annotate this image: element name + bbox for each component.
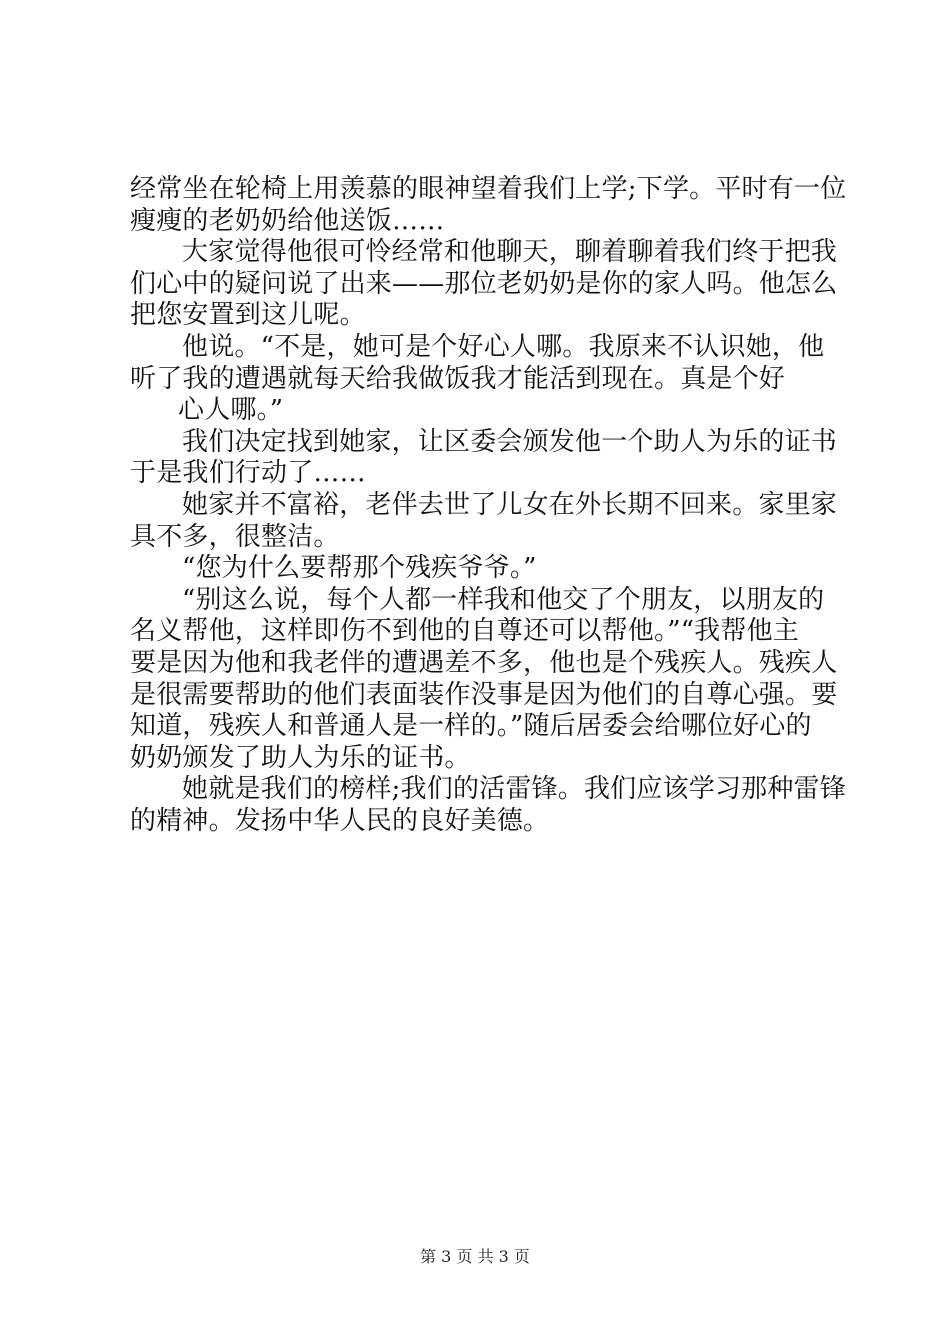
text-line: 她就是我们的榜样;我们的活雷锋。我们应该学习那种雷锋 [182,774,846,805]
text-line: 大家觉得他很可怜经常和他聊天，聊着聊着我们终于把我 [182,237,838,268]
text-line: 是很需要帮助的他们表面装作没事是因为他们的自尊心强。要 [130,679,838,710]
text-line: “别这么说，每个人都一样我和他交了个朋友，以朋友的 [182,584,825,615]
text-line: 的精神。发扬中华人民的良好美德。 [130,805,550,836]
text-line: 我们决定找到她家，让区委会颁发他一个助人为乐的证书 [182,426,838,457]
page-number-footer: 第 3 页 共 3 页 [420,1247,530,1266]
text-line: 奶奶颁发了助人为乐的证书。 [130,742,471,773]
text-line: 名义帮他，这样即伤不到他的自尊还可以帮他。”“我帮他主 [130,616,799,647]
text-line: 心人哪。” [178,395,284,426]
text-line: 他说。“不是，她可是个好心人哪。我原来不认识她，他 [182,331,825,362]
text-line: 具不多，很整洁。 [130,521,340,552]
text-line: 经常坐在轮椅上用羡慕的眼神望着我们上学;下学。平时有一位 [130,174,847,204]
document-body [130,174,847,837]
text-line: 们心中的疑问说了出来——那位老奶奶是你的家人吗。他怎么 [130,268,838,299]
text-line: 听了我的遭遇就每天给我做饭我才能活到现在。真是个好 [130,363,786,394]
text-line: 于是我们行动了…… [130,458,366,489]
text-line: 要是因为他和我老伴的遭遇差不多，他也是个残疾人。残疾人 [130,647,838,678]
text-line: 把您安置到这儿呢。 [130,300,366,331]
text-line: “您为什么要帮那个残疾爷爷。” [182,553,537,584]
text-line: 瘦瘦的老奶奶给他送饭…… [130,205,445,236]
text-line: 知道，残疾人和普通人是一样的。”随后居委会给哪位好心的 [130,711,812,742]
text-line: 她家并不富裕，老伴去世了儿女在外长期不回来。家里家 [182,489,838,520]
